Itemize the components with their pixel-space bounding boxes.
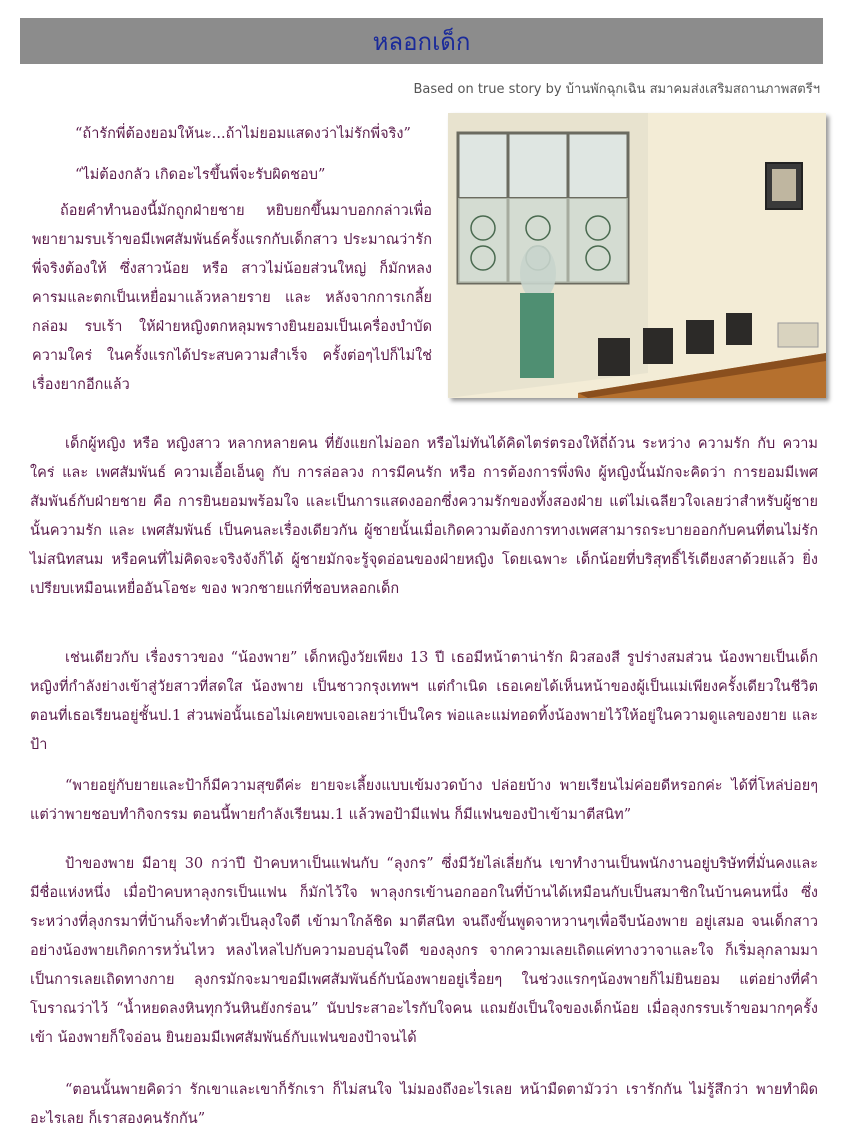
paragraph-intro: ถ้อยคำทำนองนี้มักถูกฝ่ายชาย หยิบยกขึ้นมาบอกกล่าวเพื่อพยายามรบเร้าขอมีเพศสัมพันธ์ครั้งแรกกับเด็กสาว ประมาณว่ารักพี่จริงต้องให้ ซึ่งสาวน้อย หรือ สาวไม่น้อยส่วนใหญ่ ก็มักหลงคารมและตกเป็นเหยื่อมาแล้วหลายราย และ หลังจากการเกลี้ยกล่อม รบเร้า ให้ฝ่ายหญิงตกหลุมพรางยินยอมเป็นเครื่องบำบัดความใคร่ ในครั้งแรกได้ประสบความสำเร็จ ครั้งต่อๆไปก็ไม่ใช่เรื่องยากอีกแล้ว [32, 203, 432, 393]
page-title: หลอกเด็ก [372, 27, 471, 56]
opening-quote-2: “ไม่ต้องกลัว เกิดอะไรขึ้นพี่จะรับผิดชอบ” [75, 167, 326, 183]
opening-quote-1: “ถ้ารักพี่ต้องยอมให้นะ...ถ้าไม่ยอมแสดงว่าไม่รักพี่จริง” [75, 126, 411, 142]
paragraph-closing-quote: “ตอนนั้นพายคิดว่า รักเขาและเขาก็รักเรา ก็ไม่สนใจ ไม่มองถึงอะไรเลย หน้ามืดตามัวว่า เรารักกัน ไม่รู้สึกว่า พายทำผิดอะไรเลย ก็เราสองคนรักกัน” [30, 1082, 818, 1127]
title-bar [20, 18, 823, 64]
story-photo [448, 113, 826, 398]
room-illustration [448, 113, 826, 398]
paragraph-uncle-korn: ป้าของพาย มีอายุ 30 กว่าปี ป้าคบหาเป็นแฟนกับ “ลุงกร” ซึ่งมีวัยไล่เลี่ยกัน เขาทำงานเป็นพนักงานอยู่บริษัทที่มั่นคงและมีชื่อแห่งหนึ่ง เมื่อป้าคบหาลุงกรเป็นแฟน ก็มักไว้ใจ พาลุงกรเข้านอกออกในที่บ้านได้เหมือนกับเป็นสมาชิกในบ้านคนหนึ่ง ซึ่งระหว่างที่ลุงกรมาที่บ้านก็จะทำตัวเป็นลุงใจดี เข้ามาใกล้ชิด มาตีสนิท จนถึงขั้นพูดจาหวานๆเพื่อจีบน้องพาย อยู่เสมอ จนเด็กสาวอย่างน้องพายเกิดการหวั่นไหว หลงไหลไปกับความอบอุ่นใจดี ของลุงกร จากความเลยเถิดแค่ทางวาจาและใจ ก็เริ่มลุกลามมาเป็นการเลยเถิดทางกาย ลุงกรมักจะมาขอมีเพศสัมพันธ์กับน้องพายอยู่เรื่อยๆ ในช่วงแรกๆน้องพายก็ไม่ยินยอม แต่อย่างที่คำโบราณว่าไว้ “น้ำหยดลงหินทุกวันหินยังกร่อน” นับประสาอะไรกับใจคน แถมยังเป็นใจของเด็กน้อย เมื่อลุงกรรบเร้าขอมากๆครั้งเข้า น้องพายก็ใจอ่อน ยินยอมมีเพศสัมพันธ์กับแฟนของป้าจนได้ [30, 856, 818, 1046]
paragraph-love-vs-lust: เด็กผู้หญิง หรือ หญิงสาว หลากหลายคน ที่ยังแยกไม่ออก หรือไม่ทันได้คิดไตร่ตรองให้ถี่ถ้วน ระหว่าง ความรัก กับ ความใคร่ และ เพศสัมพันธ์ ความเอื้อเอ็นดู กับ การล่อลวง การมีคนรัก หรือ การต้องการพึ่งพิง ผู้หญิงนั้นมักจะคิดว่า การยอมมีเพศสัมพันธ์กับฝ่ายชาย คือ การยินยอมพร้อมใจ และเป็นการแสดงออกซึ่งความรักของทั้งสองฝ่าย แต่ไม่เฉลียวใจเลยว่าสำหรับผู้ชายนั้นความรัก และ เพศสัมพันธ์ เป็นคนละเรื่องเดียวกัน ผู้ชายนั้นเมื่อเกิดความต้องการทางเพศสามารถระบายออกกับคนที่ตนไม่รักไม่สนิทสนม หรือคนที่ไม่คิดจะจริงจังก็ได้ ผู้ชายมักจะรู้จุดอ่อนของฝ่ายหญิง โดยเฉพาะ เด็กน้อยที่บริสุทธิ์ไร้เดียงสาด้วยแล้ว ยิ่งเปรียบเหมือนเหยื่ออันโอชะ ของ พวกชายแก่ที่ชอบหลอกเด็ก [30, 436, 818, 597]
paragraph-pie-quote: “พายอยู่กับยายและป้าก็มีความสุขดีค่ะ ยายจะเลี้ยงแบบเข้มงวดบ้าง ปล่อยบ้าง พายเรียนไม่ค่อยดีหรอกค่ะ ได้ที่โหล่บ่อยๆ แต่ว่าพายชอบทำกิจกรรม ตอนนี้พายกำลังเรียนม.1 แล้วพอป้ามีแฟน ก็มีแฟนของป้าเข้ามาตีสนิท” [30, 778, 818, 823]
source-credit: Based on true story by บ้านพักฉุกเฉิน สมาคมส่งเสริมสถานภาพสตรีฯ [413, 82, 820, 97]
paragraph-nong-pie: เช่นเดียวกับ เรื่องราวของ “น้องพาย” เด็กหญิงวัยเพียง 13 ปี เธอมีหน้าตาน่ารัก ผิวสองสี รูปร่างสมส่วน น้องพายเป็นเด็กหญิงที่กำลังย่างเข้าสู่วัยสาวที่สดใส น้องพาย เป็นชาวกรุงเทพฯ แต่กำเนิด เธอเคยได้เห็นหน้าของผู้เป็นแม่เพียงครั้งเดียวในชีวิต ตอนที่เธอเรียนอยู่ชั้นป.1 ส่วนพ่อนั้นเธอไม่เคยพบเจอเลยว่าเป็นใคร พ่อและแม่ทอดทิ้งน้องพายไว้ให้อยู่ในความดูแลของยาย และป้า [30, 650, 818, 753]
